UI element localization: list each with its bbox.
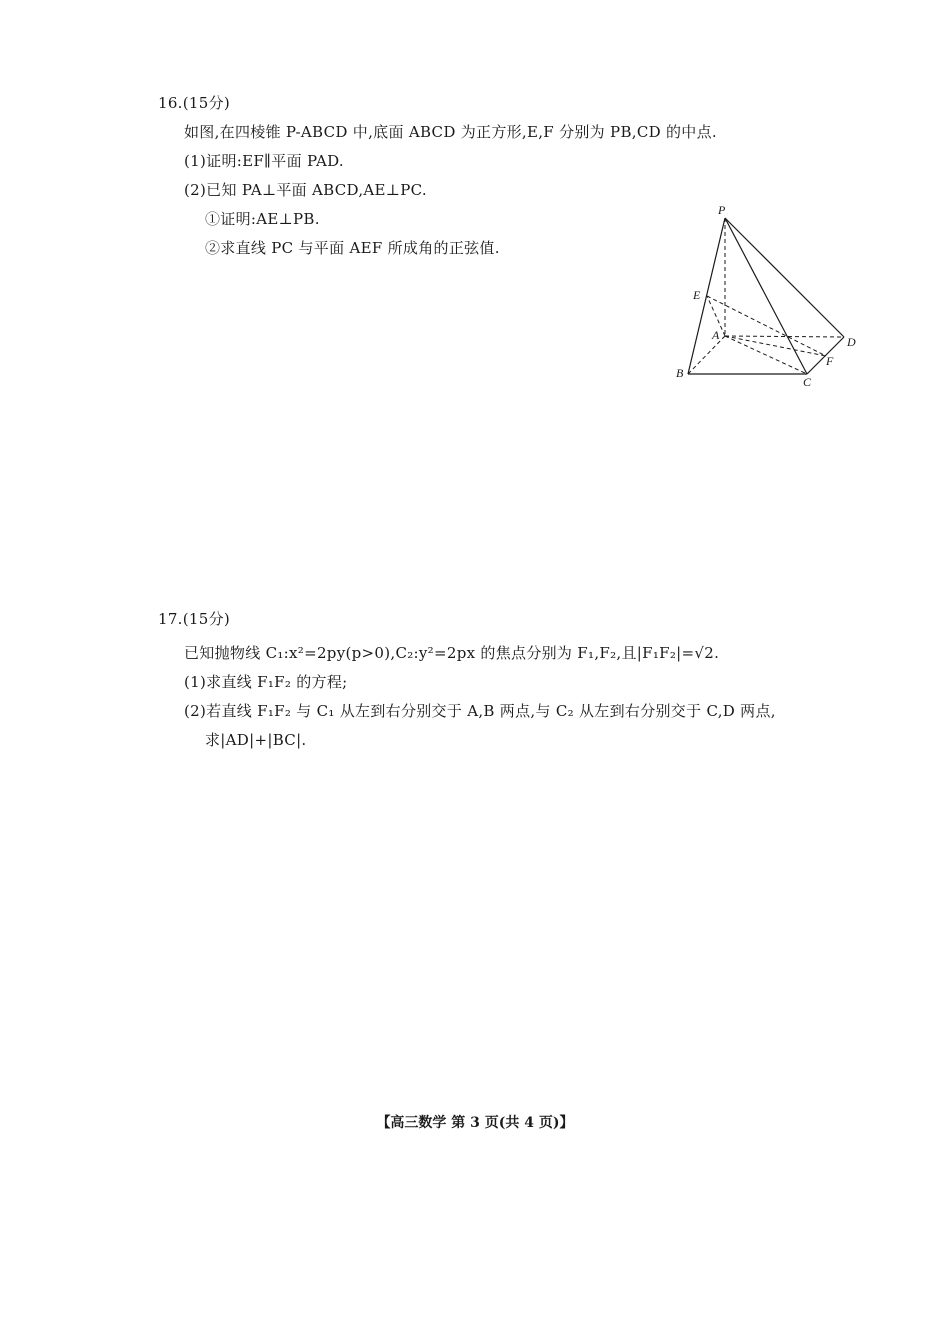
q17-part2-cont: 求|AD|+|BC|. xyxy=(205,731,307,749)
label-C: C xyxy=(803,375,812,389)
q17-part2: (2)若直线 F₁F₂ 与 C₁ 从左到右分别交于 A,B 两点,与 C₂ 从左到右分别交于 C,D 两点, xyxy=(184,702,776,720)
q16-stem: 如图,在四棱锥 P-ABCD 中,底面 ABCD 为正方形,E,F 分别为 PB,CD 的中点. xyxy=(184,123,717,141)
label-F: F xyxy=(826,354,834,368)
label-P: P xyxy=(718,203,726,217)
page-footer: 【高三数学 第 3 页(共 4 页)】 xyxy=(376,1115,574,1131)
q16-header: 16.(15分) xyxy=(158,94,231,112)
q17-stem: 已知抛物线 C₁:x²=2py(p>0),C₂:y²=2px 的焦点分别为 F₁,F₂,且|F₁F₂|=√2. xyxy=(184,644,720,662)
edge-AD xyxy=(725,336,844,337)
label-E: E xyxy=(693,288,701,302)
edge-AC xyxy=(725,336,807,374)
edge-AF xyxy=(725,336,826,356)
q17-header: 17.(15分) xyxy=(158,610,231,628)
edge-PD xyxy=(725,218,844,337)
edge-AB xyxy=(688,336,725,374)
q16-part2a: ①证明:AE⊥PB. xyxy=(205,210,320,228)
label-B: B xyxy=(676,366,684,380)
q16-part1: (1)证明:EF∥平面 PAD. xyxy=(184,152,344,170)
q16-part2b: ②求直线 PC 与平面 AEF 所成角的正弦值. xyxy=(205,239,500,257)
pyramid-figure xyxy=(670,200,870,395)
q16-part2: (2)已知 PA⊥平面 ABCD,AE⊥PC. xyxy=(184,181,427,199)
edge-PC xyxy=(725,218,807,374)
label-D: D xyxy=(847,335,856,349)
label-A: A xyxy=(712,328,720,342)
q17-part1: (1)求直线 F₁F₂ 的方程; xyxy=(184,673,348,691)
